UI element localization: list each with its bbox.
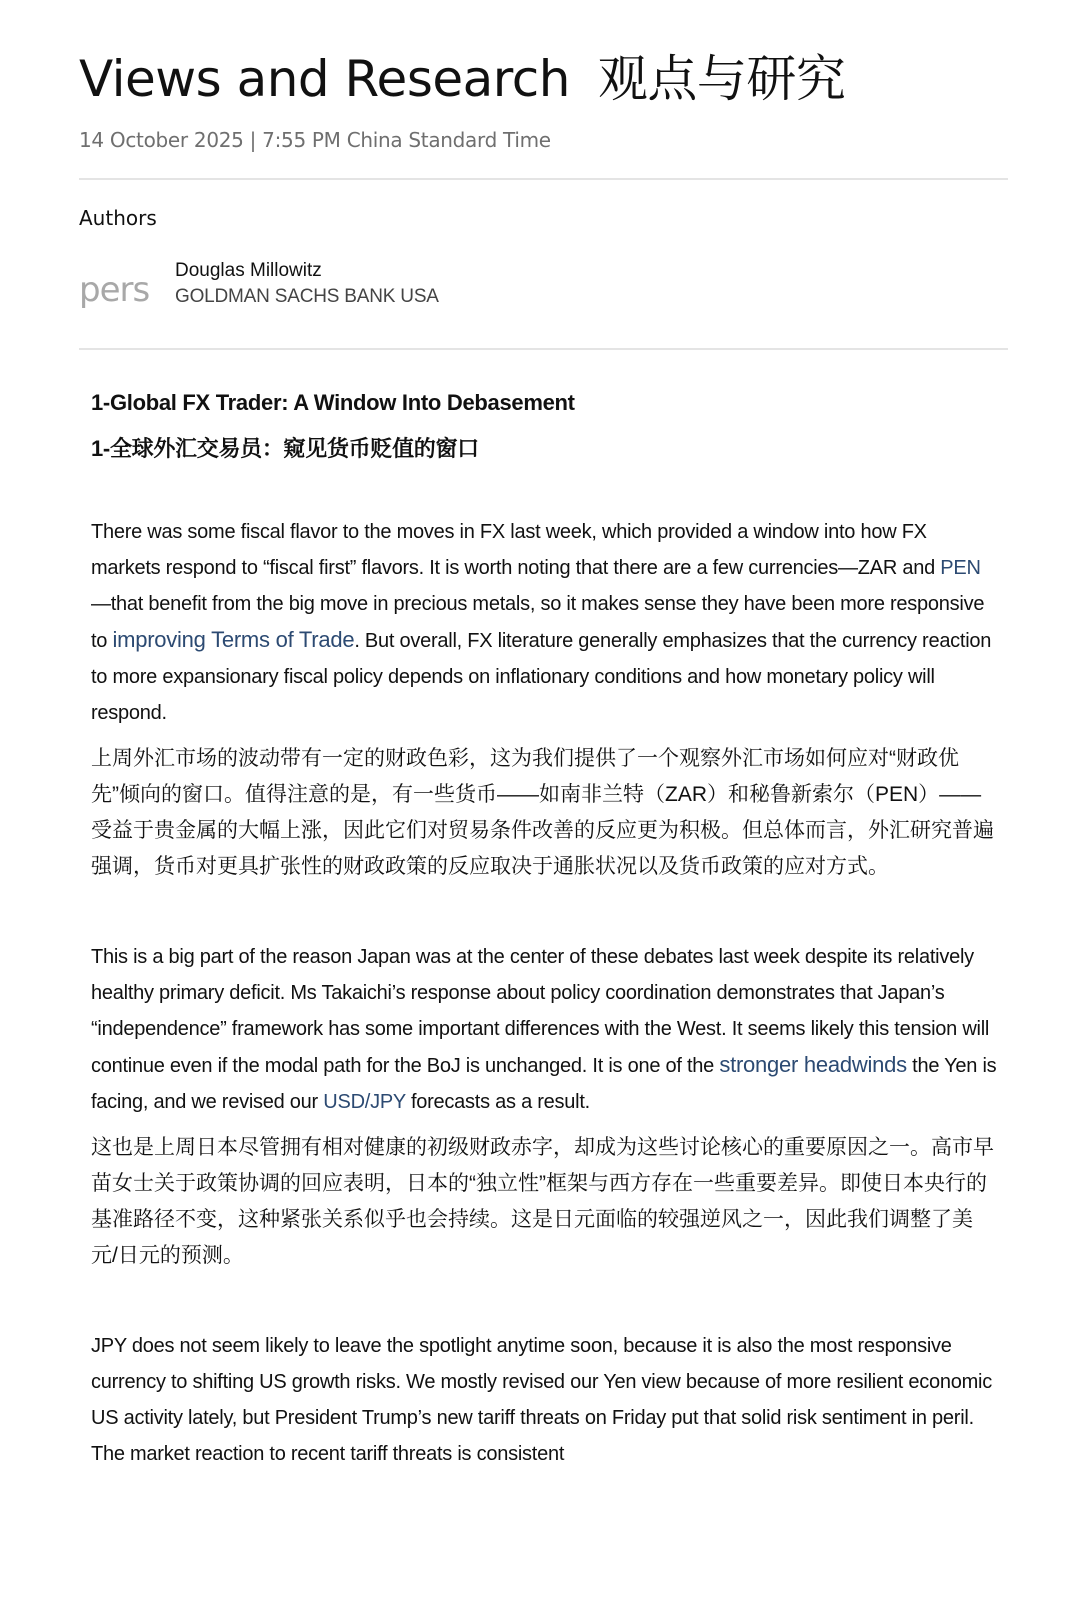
article-body <box>79 388 1008 1472</box>
spacer <box>91 1274 998 1328</box>
spacer <box>91 885 998 939</box>
spacer <box>91 464 998 514</box>
author-card[interactable] <box>79 256 1008 312</box>
spacer <box>91 1120 998 1130</box>
article-heading-cn: 1-全球外汇交易员：窥见货币贬值的窗口 <box>91 436 479 461</box>
author-avatar-placeholder: pers <box>79 270 150 310</box>
page-title-cn: 观点与研究 <box>597 50 846 108</box>
authors-label: Authors <box>79 206 157 230</box>
article-heading-en: 1-Global FX Trader: A Window Into Debasement <box>91 390 575 415</box>
link-usd-jpy[interactable]: USD/JPY <box>323 1091 406 1113</box>
paragraph-2-en <box>91 939 998 1120</box>
header-divider <box>79 178 1008 180</box>
document-page <box>79 0 1008 1472</box>
page-title-en: Views and Research <box>79 50 570 108</box>
page-title <box>79 0 1008 114</box>
paragraph-3-en: JPY does not seem likely to leave the spotlight anytime soon, because it is also the most responsive currency to shifting US growth risks. We mostly revised our Yen view because of more resilient economic US activity lately, but President Trump’s new tariff threats on Friday put that solid risk sentiment in peril. The market reaction to recent tariff threats is consistent <box>91 1335 992 1465</box>
paragraph-text: forecasts as a result. <box>405 1091 590 1113</box>
paragraph-text: the Yen is facing, and we revised our <box>91 1055 997 1113</box>
paragraph-1-en <box>91 514 998 731</box>
spacer <box>91 731 998 741</box>
paragraph-text: This is a big part of the reason Japan was at the center of these debates last week despite its relatively healthy primary deficit. Ms Takaichi’s response about policy coordination demonstrates that Japan’s “independence” framework has some important differences with the West. It seems likely this tension will continue even if the modal path for the BoJ is unchanged. It is one of the <box>91 946 990 1077</box>
author-organization: GOLDMAN SACHS BANK USA <box>175 286 439 307</box>
paragraph-1-cn: 上周外汇市场的波动带有一定的财政色彩，这为我们提供了一个观察外汇市场如何应对“财政优先”倾向的窗口。值得注意的是，有一些货币——如南非兰特（ZAR）和秘鲁新索尔（PEN）——受益于贵金属的大幅上涨，因此它们对贸易条件改善的反应更为积极。但总体而言，外汇研究普遍强调，货币对更具扩张性的财政政策的反应取决于通胀状况以及货币政策的应对方式。 <box>91 747 994 878</box>
link-improving-terms-of-trade[interactable]: improving Terms of Trade <box>112 627 355 652</box>
author-info <box>175 258 439 310</box>
paragraph-text: . But overall, FX literature generally emphasizes that the currency reaction to more expansionary fiscal policy depends on inflationary conditions and how monetary policy will respond. <box>91 630 992 724</box>
link-pen[interactable]: PEN <box>940 557 981 579</box>
paragraph-2-cn: 这也是上周日本尽管拥有相对健康的初级财政赤字，却成为这些讨论核心的重要原因之一。高市早苗女士关于政策协调的回应表明，日本的“独立性”框架与西方存在一些重要差异。即使日本央行的基准路径不变，这种紧张关系似乎也会持续。这是日元面临的较强逆风之一，因此我们调整了美元/日元的预测。 <box>91 1136 994 1267</box>
publish-timestamp: 14 October 2025 | 7:55 PM China Standard Time <box>79 128 551 152</box>
paragraph-text: There was some fiscal flavor to the moves in FX last week, which provided a window into how FX markets respond to “fiscal first” flavors. It is worth noting that there are a few currencies—ZAR and <box>91 521 941 579</box>
authors-divider <box>79 348 1008 350</box>
paragraph-text: —that benefit from the big move in precious metals, so it makes sense they have been more responsive to <box>91 593 985 652</box>
author-name[interactable]: Douglas Millowitz <box>175 260 322 281</box>
link-stronger-headwinds[interactable]: stronger headwinds <box>719 1052 907 1077</box>
